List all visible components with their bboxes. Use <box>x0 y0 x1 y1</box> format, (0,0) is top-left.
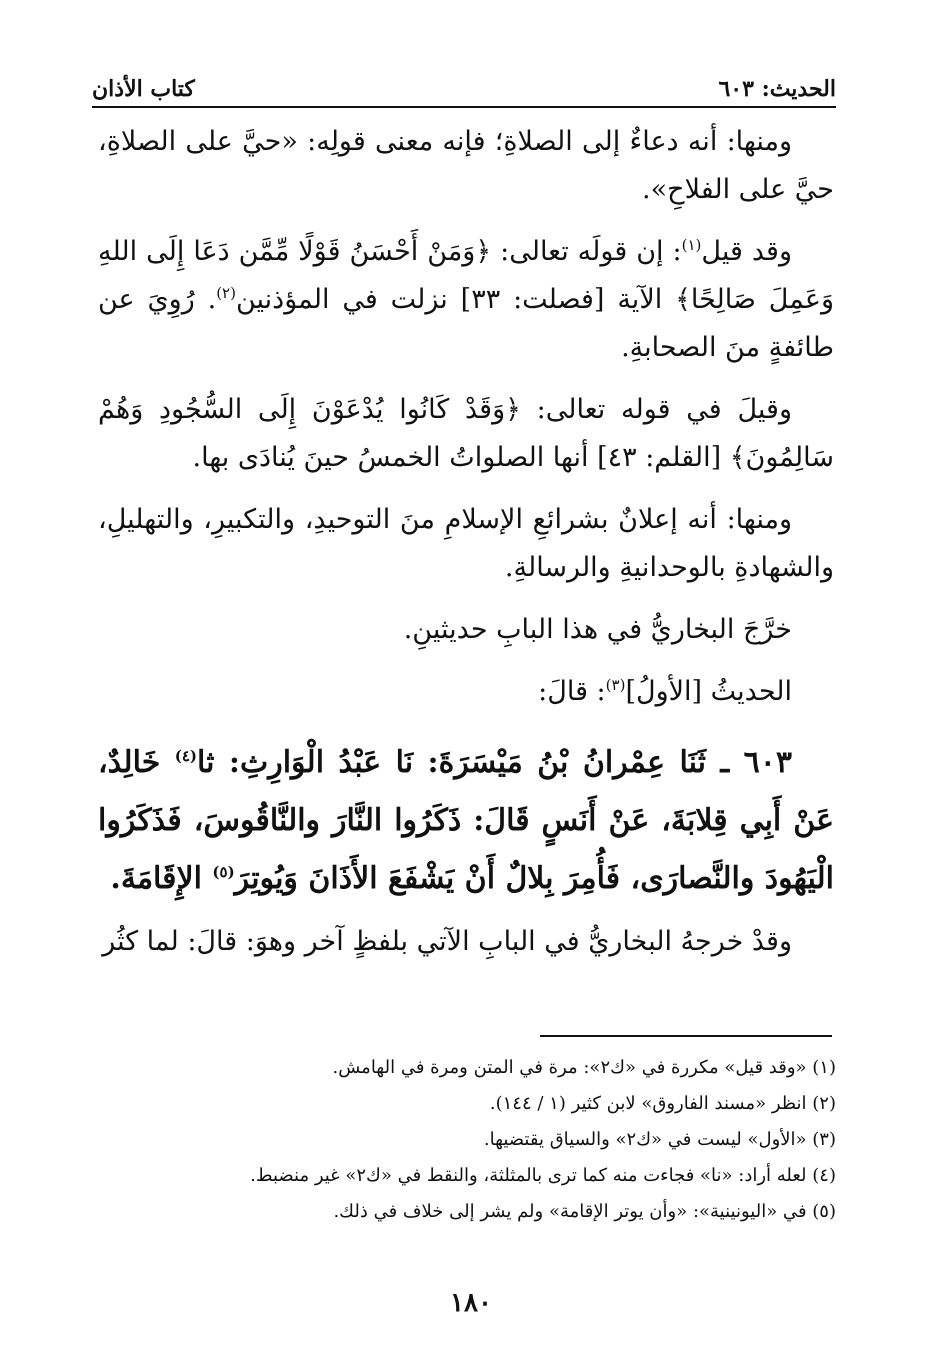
paragraph-2-part-a: وقد قيل <box>701 236 792 267</box>
footnote-4: (٤) لعله أراد: «نا» فجاءت منه كما ترى بالمثلثة، والنقط في «ك٢» غير منضبط. <box>250 1165 836 1186</box>
footnote-ref-5: (٥) <box>212 863 235 881</box>
paragraph-4: ومنها: أنه إعلانٌ بشرائعِ الإسلامِ منَ التوحيدِ، والتكبيرِ، والتهليلِ، والشهادةِ بالوحدانيةِ والرسالةِ. <box>98 504 834 583</box>
hadith-part-a: ٦٠٣ ـ ثَنَا عِمْرانُ بْنُ مَيْسَرَةَ: نَا عَبْدُ الْوَارِثِ: ثا <box>196 745 793 780</box>
footnote-3: (٣) «الأول» ليست في «ك٢» والسياق يقتضيها. <box>483 1129 836 1150</box>
footnote-ref-3: (٣) <box>605 676 626 694</box>
first-hadith-said: : قالَ: <box>538 676 606 707</box>
footnote-ref-1: (١) <box>681 236 702 254</box>
paragraph-2-part-c: . رُوِيَ عن طائفةٍ منَ الصحابةِ. <box>98 284 834 363</box>
running-header <box>92 66 836 108</box>
page-number: ١٨٠ <box>450 1288 492 1318</box>
first-hadith-line <box>98 668 834 716</box>
paragraph-1: ومنها: أنه دعاءٌ إلى الصلاةِ؛ فإنه معنى قولِه: «حيَّ على الصلاةِ، حيَّ على الفلاحِ». <box>98 126 834 205</box>
footnote-ref-2: (٢) <box>216 284 236 302</box>
footnote-ref-4: (٤) <box>174 747 197 765</box>
footnote-2: (٢) انظر «مسند الفاروق» لابن كثير (١ / ١٤٤). <box>489 1093 836 1114</box>
hadith-part-b: خَالِدٌ، عَنْ أَبِي قِلابَةَ، عَنْ أَنَسٍ قَالَ: ذَكَرُوا النَّارَ والنَّاقُوسَ، فَذَكَرُوا الْيَهُودَ والنَّصارَى، فَأُمِرَ بِلالٌ أَنْ يَشْفَعَ الأَذَانَ وَيُوتِرَ <box>98 745 834 896</box>
header-book-title: كتاب الأذان <box>92 76 195 102</box>
bukhari-line: خرَّجَ البخاريُّ في هذا البابِ حديثينِ. <box>403 614 792 645</box>
first-hadith-label: الحديثُ [الأولُ] <box>625 676 792 707</box>
footnote-5: (٥) في «اليونينية»: «وأن يوتر الإقامة» ولم يشر إلى خلاف في ذلك. <box>333 1201 836 1222</box>
paragraph-3: وقيلَ في قوله تعالى: ﴿وَقَدْ كَانُوا يُدْعَوْنَ إِلَى السُّجُودِ وَهُمْ سَالِمُونَ﴾ [القلم: ٤٣] أنها الصلواتُ الخمسُ حينَ يُنادَى بها. <box>98 394 834 473</box>
paragraph-2 <box>98 228 834 372</box>
hadith-text <box>98 734 834 908</box>
closing-line: وقدْ خرجهُ البخاريُّ في البابِ الآتي بلفظٍ آخر وهوَ: قالَ: لما كثُر <box>102 926 792 957</box>
footnote-1: (١) «وقد قيل» مكررة في «ك٢»: مرة في المتن ومرة في الهامش. <box>332 1057 836 1078</box>
footnotes <box>100 1050 836 1230</box>
paragraph-2-part-b: : إن قولَه تعالى: ﴿وَمَنْ أَحْسَنُ قَوْلًا مِّمَّن دَعَا إِلَى اللهِ وَعَمِلَ صَالِحًا﴾ الآية [فصلت: ٣٣] نزلت في المؤذنين <box>98 236 835 315</box>
footnote-divider <box>540 1035 832 1037</box>
header-hadith-number: الحديث: ٦٠٣ <box>718 76 836 102</box>
main-text <box>98 118 834 980</box>
hadith-part-c: الإِقَامَةَ. <box>110 861 213 896</box>
